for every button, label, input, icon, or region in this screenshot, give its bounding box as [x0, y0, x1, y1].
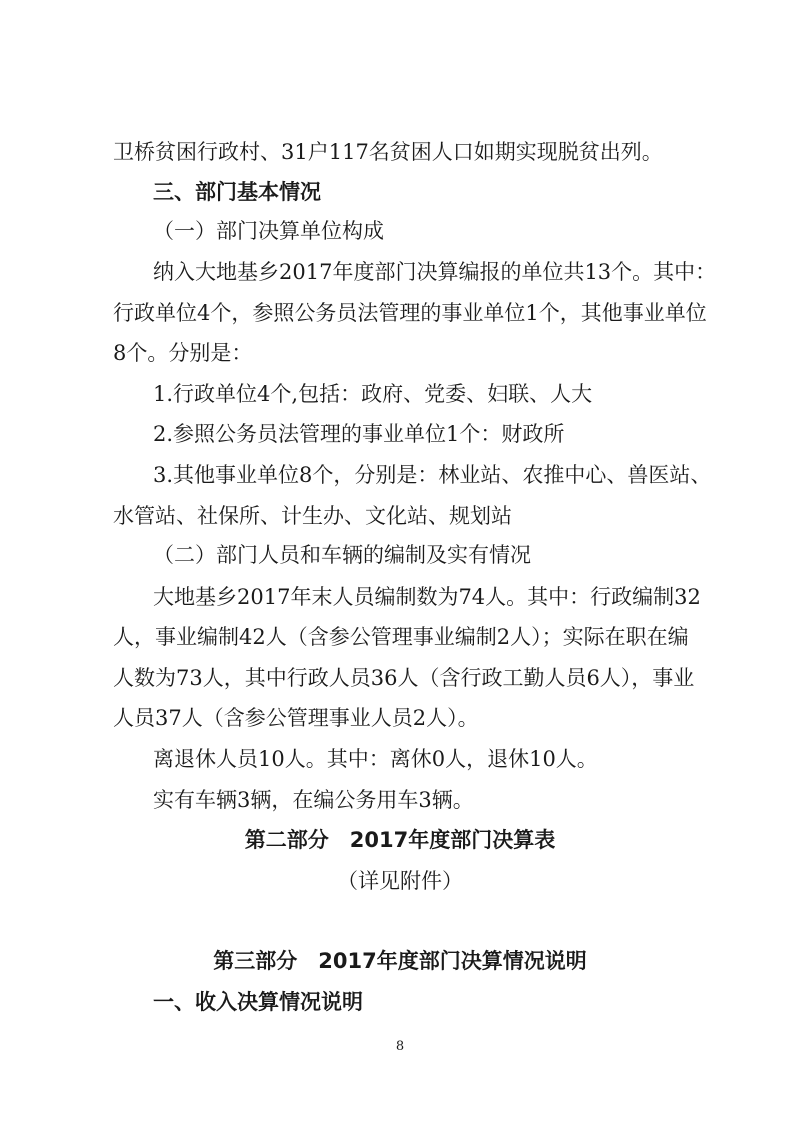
- page-number: 8: [395, 1039, 405, 1054]
- paragraph-continuation: 卫桥贫困行政村、31户117名贫困人口如期实现脱贫出列。: [113, 140, 663, 164]
- paragraph-line: 离退休人员10人。其中：离休0人，退休10人。: [153, 747, 598, 771]
- subsection-heading-staff: （二）部门人员和车辆的编制及实有情况: [153, 543, 531, 567]
- paragraph-line: 人，事业编制42人（含参公管理事业编制2人）；实际在职在编: [113, 625, 689, 649]
- part-two-heading: 第二部分 2017年度部门决算表: [244, 828, 556, 852]
- paragraph-line: 实有车辆3辆，在编公务用车3辆。: [153, 788, 474, 812]
- list-item: 3.其他事业单位8个，分别是：林业站、农推中心、兽医站、: [153, 463, 712, 487]
- part-three-heading: 第三部分 2017年度部门决算情况说明: [213, 949, 587, 973]
- paragraph-line: 纳入大地基乡2017年度部门决算编报的单位共13个。其中：: [153, 260, 717, 284]
- paragraph-line: 人员37人（含参公管理事业人员2人）。: [113, 706, 479, 730]
- list-item-continuation: 水管站、社保所、计生办、文化站、规划站: [113, 504, 512, 528]
- section-heading-basic-info: 三、部门基本情况: [153, 180, 321, 204]
- list-item: 1.行政单位4个,包括：政府、党委、妇联、人大: [153, 382, 593, 406]
- subsection-heading-units: （一）部门决算单位构成: [153, 219, 384, 243]
- paragraph-line: 行政单位4个，参照公务员法管理的事业单位1个，其他事业单位: [113, 301, 707, 325]
- section-heading-income: 一、收入决算情况说明: [153, 990, 363, 1014]
- paragraph-line: 人数为73人，其中行政人员36人（含行政工勤人员6人），事业: [113, 666, 695, 690]
- paragraph-line: 大地基乡2017年末人员编制数为74人。其中：行政编制32: [153, 585, 701, 609]
- part-two-note: （详见附件）: [337, 869, 463, 893]
- paragraph-line: 8个。分别是：: [113, 341, 253, 365]
- list-item: 2.参照公务员法管理的事业单位1个：财政所: [153, 422, 565, 446]
